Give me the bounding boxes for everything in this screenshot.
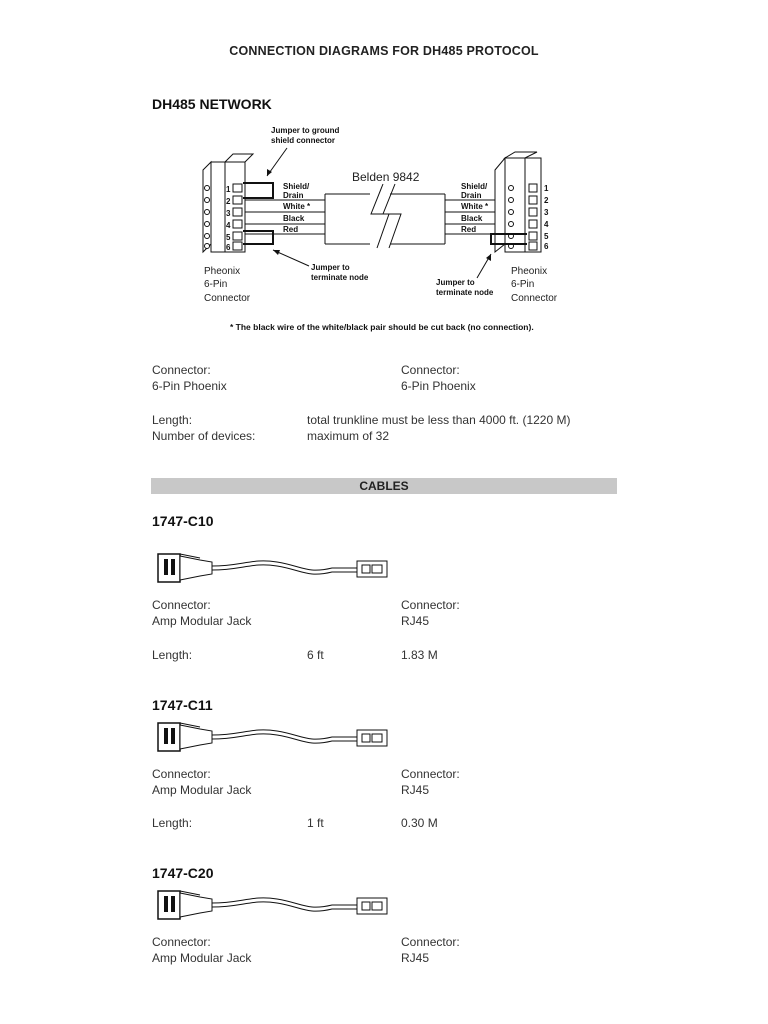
- right-connector-label: Pheonix: [511, 266, 548, 277]
- cable-right-connector-value: RJ45: [401, 951, 430, 965]
- network-right-connector-label: Connector:: [401, 363, 460, 377]
- pin-label: 3: [226, 209, 231, 218]
- pin-label: 1: [226, 185, 231, 194]
- cable-illustration: [152, 885, 392, 925]
- amp-plug-icon: [158, 891, 212, 919]
- jumper-terminate-right-label: Jumper to: [436, 278, 475, 287]
- network-left-connector-label: Connector:: [152, 363, 211, 377]
- cable-right-connector-value: RJ45: [401, 614, 430, 628]
- cable-right-connector-value: RJ45: [401, 783, 430, 797]
- network-devices-label: Number of devices:: [152, 429, 256, 443]
- wire-label: Shield/: [461, 182, 488, 191]
- rj45-plug-icon: [357, 561, 387, 577]
- cable-left-connector-value: Amp Modular Jack: [152, 951, 252, 965]
- cable-length-ft: 1 ft: [307, 816, 324, 830]
- wire-label: Red: [461, 225, 477, 234]
- pin-label: 6: [226, 243, 231, 252]
- right-terminal-block: [495, 152, 541, 252]
- pin-label: 2: [226, 197, 231, 206]
- jumper-terminate-right-label: terminate node: [436, 288, 494, 297]
- left-connector-label: Connector: [204, 293, 251, 304]
- cable-right-connector-label: Connector:: [401, 935, 460, 949]
- pin-label: 5: [226, 233, 231, 242]
- network-left-connector-value: 6-Pin Phoenix: [152, 379, 227, 393]
- jumper-ground-label: shield connector: [271, 136, 336, 145]
- pin-label: 4: [544, 220, 549, 229]
- cable-illustration: [152, 717, 392, 757]
- right-wire-labels: [461, 182, 489, 234]
- pin-label: 4: [226, 221, 231, 230]
- cable-right-connector-label: Connector:: [401, 598, 460, 612]
- cable-heading: 1747-C20: [152, 865, 214, 881]
- left-connector-label: 6-Pin: [204, 279, 228, 290]
- pin-label: 6: [544, 242, 549, 251]
- cable-length-ft: 6 ft: [307, 648, 324, 662]
- cable-length-m: 0.30 M: [401, 816, 438, 830]
- amp-plug-icon: [158, 723, 212, 751]
- left-jumpers: [243, 183, 273, 244]
- cable-heading: 1747-C11: [152, 697, 213, 713]
- pin-label: 1: [544, 184, 549, 193]
- right-connector-label: Connector: [511, 293, 558, 304]
- jumper-ground-label: Jumper to ground: [271, 126, 340, 135]
- arrowhead-icon: [273, 250, 280, 255]
- jumper-terminate-left-label: terminate node: [311, 273, 369, 282]
- network-length-label: Length:: [152, 413, 193, 427]
- wire-label: Black: [461, 214, 483, 223]
- right-connector-label: 6-Pin: [511, 279, 535, 290]
- pin-label: 5: [544, 232, 549, 241]
- belden-cable: [325, 184, 445, 248]
- network-heading: DH485 NETWORK: [152, 96, 272, 112]
- wire-label: White *: [461, 202, 489, 211]
- cable-length-label: Length:: [152, 816, 193, 830]
- cable-length-m: 1.83 M: [401, 648, 438, 662]
- wire-label: Red: [283, 225, 299, 234]
- pin-label: 3: [544, 208, 549, 217]
- cable-illustration: [152, 548, 392, 588]
- network-length-value: total trunkline must be less than 4000 ft. (1220 M): [307, 413, 571, 427]
- wire-label: Black: [283, 214, 305, 223]
- cable-length-label: Length:: [152, 648, 193, 662]
- wire-label: Drain: [461, 191, 482, 200]
- cable-left-connector-label: Connector:: [152, 767, 211, 781]
- cable-heading: 1747-C10: [152, 513, 214, 529]
- pin-label: 2: [544, 196, 549, 205]
- right-pin-numbers: [544, 184, 549, 251]
- cable-left-connector-label: Connector:: [152, 598, 211, 612]
- document-title: CONNECTION DIAGRAMS FOR DH485 PROTOCOL: [229, 44, 539, 58]
- wire-label: Drain: [283, 191, 304, 200]
- wire-label: Shield/: [283, 182, 310, 191]
- cable-left-connector-label: Connector:: [152, 935, 211, 949]
- amp-plug-icon: [158, 554, 212, 582]
- arrowhead-icon: [486, 254, 491, 261]
- network-right-connector-value: 6-Pin Phoenix: [401, 379, 476, 393]
- network-diagram: [195, 118, 575, 338]
- diagram-footnote: * The black wire of the white/black pair should be cut back (no connection).: [230, 322, 534, 332]
- rj45-plug-icon: [357, 898, 387, 914]
- cable-name: Belden 9842: [352, 170, 420, 184]
- left-wire-labels: [283, 182, 311, 234]
- jumper-terminate-left-label: Jumper to: [311, 263, 350, 272]
- cable-right-connector-label: Connector:: [401, 767, 460, 781]
- rj45-plug-icon: [357, 730, 387, 746]
- cable-left-connector-value: Amp Modular Jack: [152, 614, 252, 628]
- network-devices-value: maximum of 32: [307, 429, 390, 443]
- cable-left-connector-value: Amp Modular Jack: [152, 783, 252, 797]
- left-connector-label: Pheonix: [204, 266, 241, 277]
- wire-label: White *: [283, 202, 311, 211]
- cables-section-header: CABLES: [151, 478, 617, 494]
